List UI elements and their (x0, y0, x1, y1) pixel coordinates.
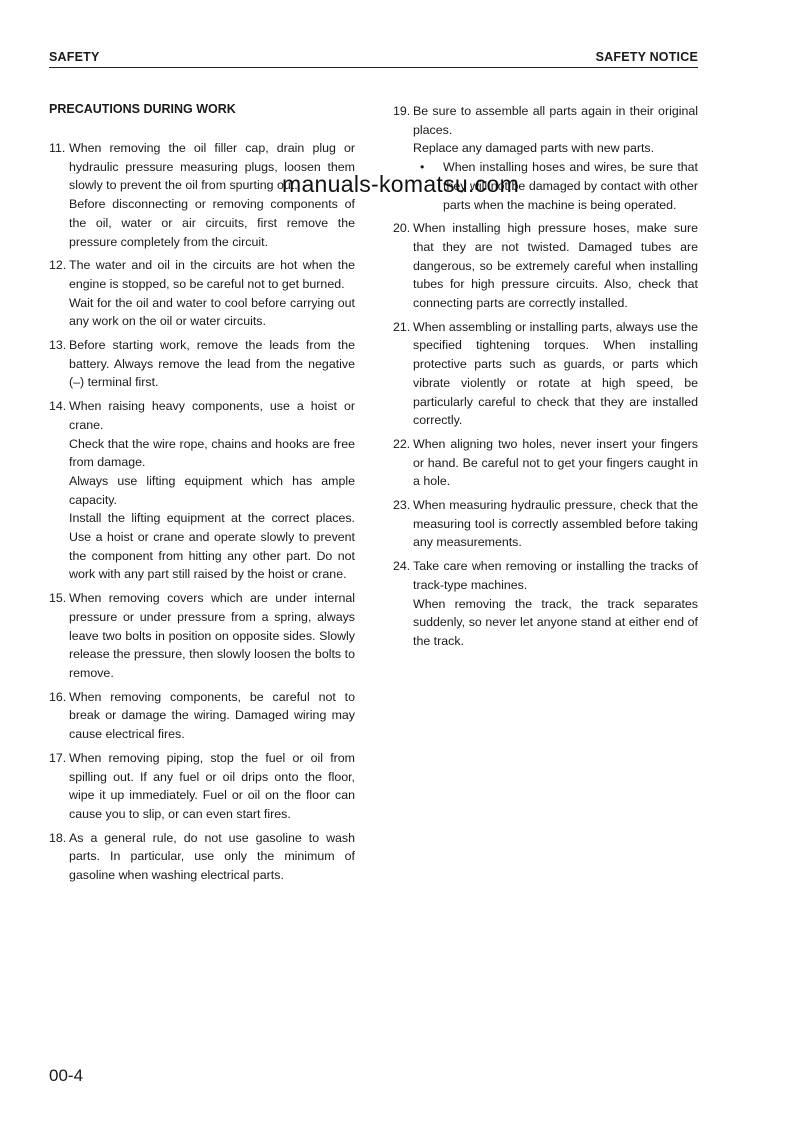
item-paragraph: When removing piping, stop the fuel or oil from spilling out. If any fuel or oil drips onto the floor, wipe it up immediately. Fuel or oil on the floor can cause you to slip, or can even start fires. (69, 750, 355, 821)
item-paragraph: When raising heavy components, use a hoist or crane. (69, 399, 355, 432)
precaution-item (49, 688, 355, 744)
precaution-item (49, 336, 355, 392)
precaution-item (49, 256, 355, 331)
item-paragraph: Before disconnecting or removing components of the oil, water or air circuits, first remove the pressure completely from the circuit. (69, 197, 355, 249)
item-paragraph: Replace any damaged parts with new parts. (413, 141, 655, 156)
item-paragraph: Install the lifting equipment at the correct places. Use a hoist or crane and operate slowly to prevent the component from hitting any other part. Do not work with any part still raised by the hoist or crane. (69, 511, 355, 582)
item-paragraph: The water and oil in the circuits are hot when the engine is stopped, so be careful not to get burned. (69, 258, 355, 291)
header-title: SAFETY NOTICE (595, 50, 698, 64)
item-paragraph: Check that the wire rope, chains and hooks are free from damage. (69, 436, 355, 470)
precaution-item (393, 219, 698, 313)
item-paragraph: Take care when removing or installing the tracks of track-type machines. (413, 559, 698, 592)
item-number: 15. (49, 591, 67, 606)
item-number: 17. (49, 750, 67, 765)
item-paragraph: Be sure to assemble all parts again in their original places. (413, 104, 698, 137)
bullet-icon: • (420, 160, 425, 175)
precaution-item (393, 496, 698, 552)
sub-list-text: When installing hoses and wires, be sure that they will not be damaged by contact with other parts when the machine is being operated. (443, 160, 698, 212)
item-number: 13. (49, 338, 67, 353)
item-paragraph: When assembling or installing parts, always use the specified tightening torques. When installing protective parts such as guards, or parts which vibrate violently or rotate at high speed, be particularly careful to check that they are installed correctly. (413, 319, 698, 428)
precaution-item (49, 589, 355, 683)
item-number: 16. (49, 689, 67, 704)
item-paragraph: When removing components, be careful not to break or damage the wiring. Damaged wiring may cause electrical fires. (69, 689, 355, 742)
item-number: 18. (49, 830, 67, 845)
item-number: 22. (393, 436, 411, 451)
page-header (49, 50, 698, 68)
item-number: 11. (49, 141, 66, 155)
item-paragraph: As a general rule, do not use gasoline to wash parts. In particular, use only the minimum of gasoline when washing electrical parts. (69, 830, 355, 883)
item-paragraph: Always use lifting equipment which has ample capacity. (69, 473, 355, 507)
item-number: 14. (49, 399, 67, 414)
item-paragraph: When removing the track, the track separates suddenly, so never let anyone stand at either end of the track. (413, 596, 698, 648)
precaution-item (49, 397, 355, 584)
item-paragraph: Before starting work, remove the leads from the battery. Always remove the lead from the negative (–) terminal first. (69, 338, 355, 390)
item-paragraph: When measuring hydraulic pressure, check that the measuring tool is correctly assembled before taking any measurements. (413, 498, 698, 550)
watermark: manuals-komatsu.com (282, 171, 520, 197)
item-paragraph: When installing high pressure hoses, make sure that they are not twisted. Damaged tubes are dangerous, so be extremely careful when installing tubes for high pressure circuits. Also, check that connecting parts are correctly installed. (413, 221, 698, 311)
precaution-item (49, 749, 355, 824)
item-paragraph: When removing the oil filler cap, drain plug or hydraulic pressure measuring plugs, loosen them slowly to prevent the oil from spurting out. (69, 141, 355, 193)
precaution-item (393, 557, 698, 651)
left-column (49, 139, 355, 890)
item-number: 24. (393, 559, 411, 574)
item-number: 21. (393, 319, 411, 334)
precaution-item (49, 829, 355, 885)
item-number: 20. (393, 221, 411, 236)
page-number: 00-4 (49, 1066, 84, 1085)
precaution-item (393, 435, 698, 491)
header-section-label: SAFETY (49, 50, 100, 64)
item-number: 12. (49, 258, 67, 273)
item-paragraph: Wait for the oil and water to cool before carrying out any work on the oil or water circuits. (69, 295, 355, 329)
item-paragraph: When aligning two holes, never insert your fingers or hand. Be careful not to get your fingers caught in a hole. (413, 436, 698, 489)
section-title: PRECAUTIONS DURING WORK (49, 102, 236, 116)
item-paragraph: When removing covers which are under internal pressure or under pressure from a spring, always leave two bolts in position on opposite sides. Slowly release the pressure, then slowly loosen the bolts to remove. (69, 591, 355, 680)
precaution-item (393, 318, 698, 430)
item-number: 23. (393, 498, 411, 513)
item-number: 19. (393, 104, 411, 118)
